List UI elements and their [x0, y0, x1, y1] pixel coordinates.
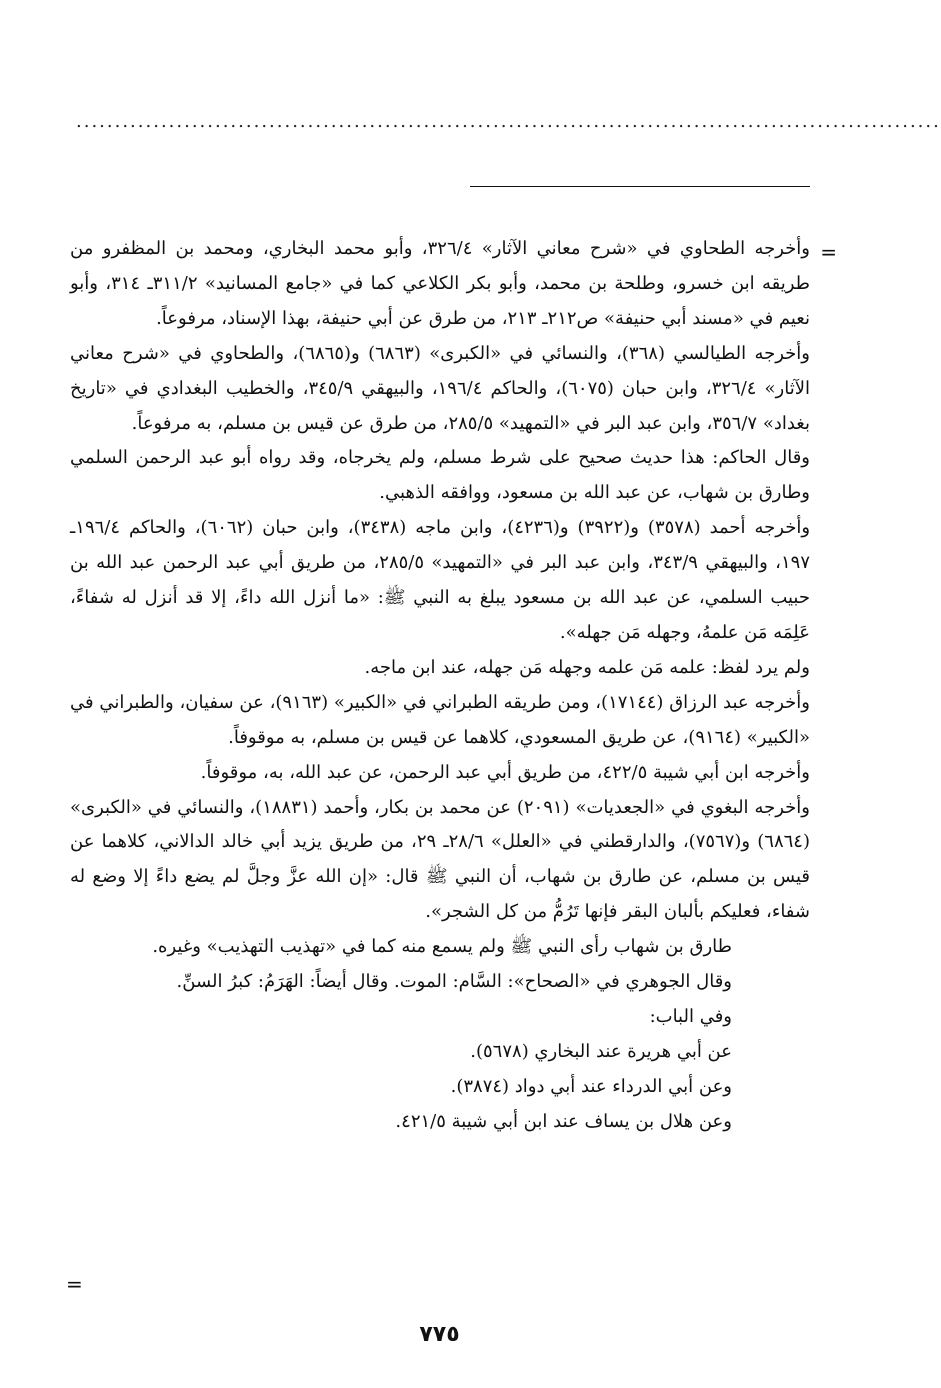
continuation-mark-top: = [820, 240, 837, 264]
footnote-paragraph-6: وأخرجه عبد الرزاق (١٧١٤٤)، ومن طريقه الطبراني في «الكبير» (٩١٦٣)، عن سفيان، والطبراني في «الكبير» (٩١٦٤)، عن طريق المسعودي، كلاهما عن قيس بن مسلم، به موقوفاً. [70, 691, 810, 748]
footnote-paragraph-5: ولم يرد لفظ: علمه مَن علمه وجهله مَن جهله، عند ابن ماجه. [364, 656, 810, 678]
indented-line-5: وعن أبي الدرداء عند أبي دواد (٣٨٧٤). [450, 1075, 732, 1097]
footnote-body [70, 232, 810, 1140]
footnote-rule [470, 186, 810, 187]
indented-line-1: طارق بن شهاب رأى النبي ﷺ ولم يسمع منه كما في «تهذيب التهذيب» وغيره. [152, 936, 732, 958]
indented-line-2: وقال الجوهري في «الصحاح»: السَّام: الموت. وقال أيضاً: الهَرَمُ: كبرُ السنِّ. [176, 971, 732, 993]
footnote-paragraph-1: وأخرجه الطحاوي في «شرح معاني الآثار» ٣٢٦/٤، وأبو محمد البخاري، ومحمد بن المظفرو من طريقه ابن خسرو، وطلحة بن محمد، وأبو بكر الكلاعي كما في «جامع المسانيد» ٣١١/٢ـ ٣١٤، وأبو نعيم في «مسند أبي حنيفة» ص٢١٢ـ ٢١٣، من طرق عن أبي حنيفة، بهذا الإسناد، مرفوعاً. [70, 238, 811, 329]
footnote-paragraph-3: وقال الحاكم: هذا حديث صحيح على شرط مسلم، ولم يخرجاه، وقد رواه أبو عبد الرحمن السلمي وطارق بن شهاب، عن عبد الله بن مسعود، ووافقه الذهبي. [70, 447, 810, 504]
footnote-paragraph-7: وأخرجه ابن أبي شيبة ٤٢٢/٥، من طريق أبي عبد الرحمن، عن عبد الله، به، موقوفاً. [200, 761, 810, 783]
footnote-paragraph-4: وأخرجه أحمد (٣٥٧٨) و(٣٩٢٢) و(٤٢٣٦)، وابن ماجه (٣٤٣٨)، وابن حبان (٦٠٦٢)، والحاكم ١٩٦/٤ـ ١٩٧، والبيهقي ٣٤٣/٩، وابن عبد البر في «التمهيد» ٢٨٥/٥، من طريق أبي عبد الرحمن عبد الله بن حبيب السلمي، عن عبد الله بن مسعود يبلغ به النبي ﷺ: «ما أنزل الله داءً، إلا قد أنزل له شفاءً، عَلِمَه مَن علمهُ، وجهله مَن جهله». [70, 517, 811, 643]
page-number: ٧٧٥ [419, 1322, 460, 1347]
footnote-paragraph-2: وأخرجه الطيالسي (٣٦٨)، والنسائي في «الكبرى» (٦٨٦٣) و(٦٨٦٥)، والطحاوي في «شرح معاني الآثار» ٣٢٦/٤، وابن حبان (٦٠٧٥)، والحاكم ١٩٦/٤، والبيهقي ٣٤٥/٩، والخطيب البغدادي في «تاريخ بغداد» ٣٥٦/٧، وابن عبد البر في «التمهيد» ٢٨٥/٥، من طرق عن قيس بن مسلم، به مرفوعاً. [70, 342, 811, 434]
indented-line-6: وعن هلال بن يساف عند ابن أبي شيبة ٤٢١/٥. [395, 1110, 732, 1132]
continuation-mark-bottom: = [66, 1272, 83, 1296]
footnote-paragraph-8: وأخرجه البغوي في «الجعديات» (٢٠٩١) عن محمد بن بكار، وأحمد (١٨٨٣١)، والنسائي في «الكبرى» (٦٨٦٤) و(٧٥٦٧)، والدارقطني في «العلل» ٢٨/٦ـ ٢٩، من طريق يزيد أبي خالد الدالاني، كلاهما عن قيس بن مسلم، عن طارق بن شهاب، أن النبي ﷺ قال: «إن الله عزَّ وجلَّ لم يضع داءً إلا وضع له شفاء، فعليكم بألبان البقر فإنها تَرُمُّ من كل الشجر». [70, 796, 810, 923]
dotted-separator: ................................................................................................................ [76, 111, 941, 132]
indented-line-3: وفي الباب: [649, 1005, 732, 1027]
indented-line-4: عن أبي هريرة عند البخاري (٥٦٧٨). [470, 1040, 732, 1062]
